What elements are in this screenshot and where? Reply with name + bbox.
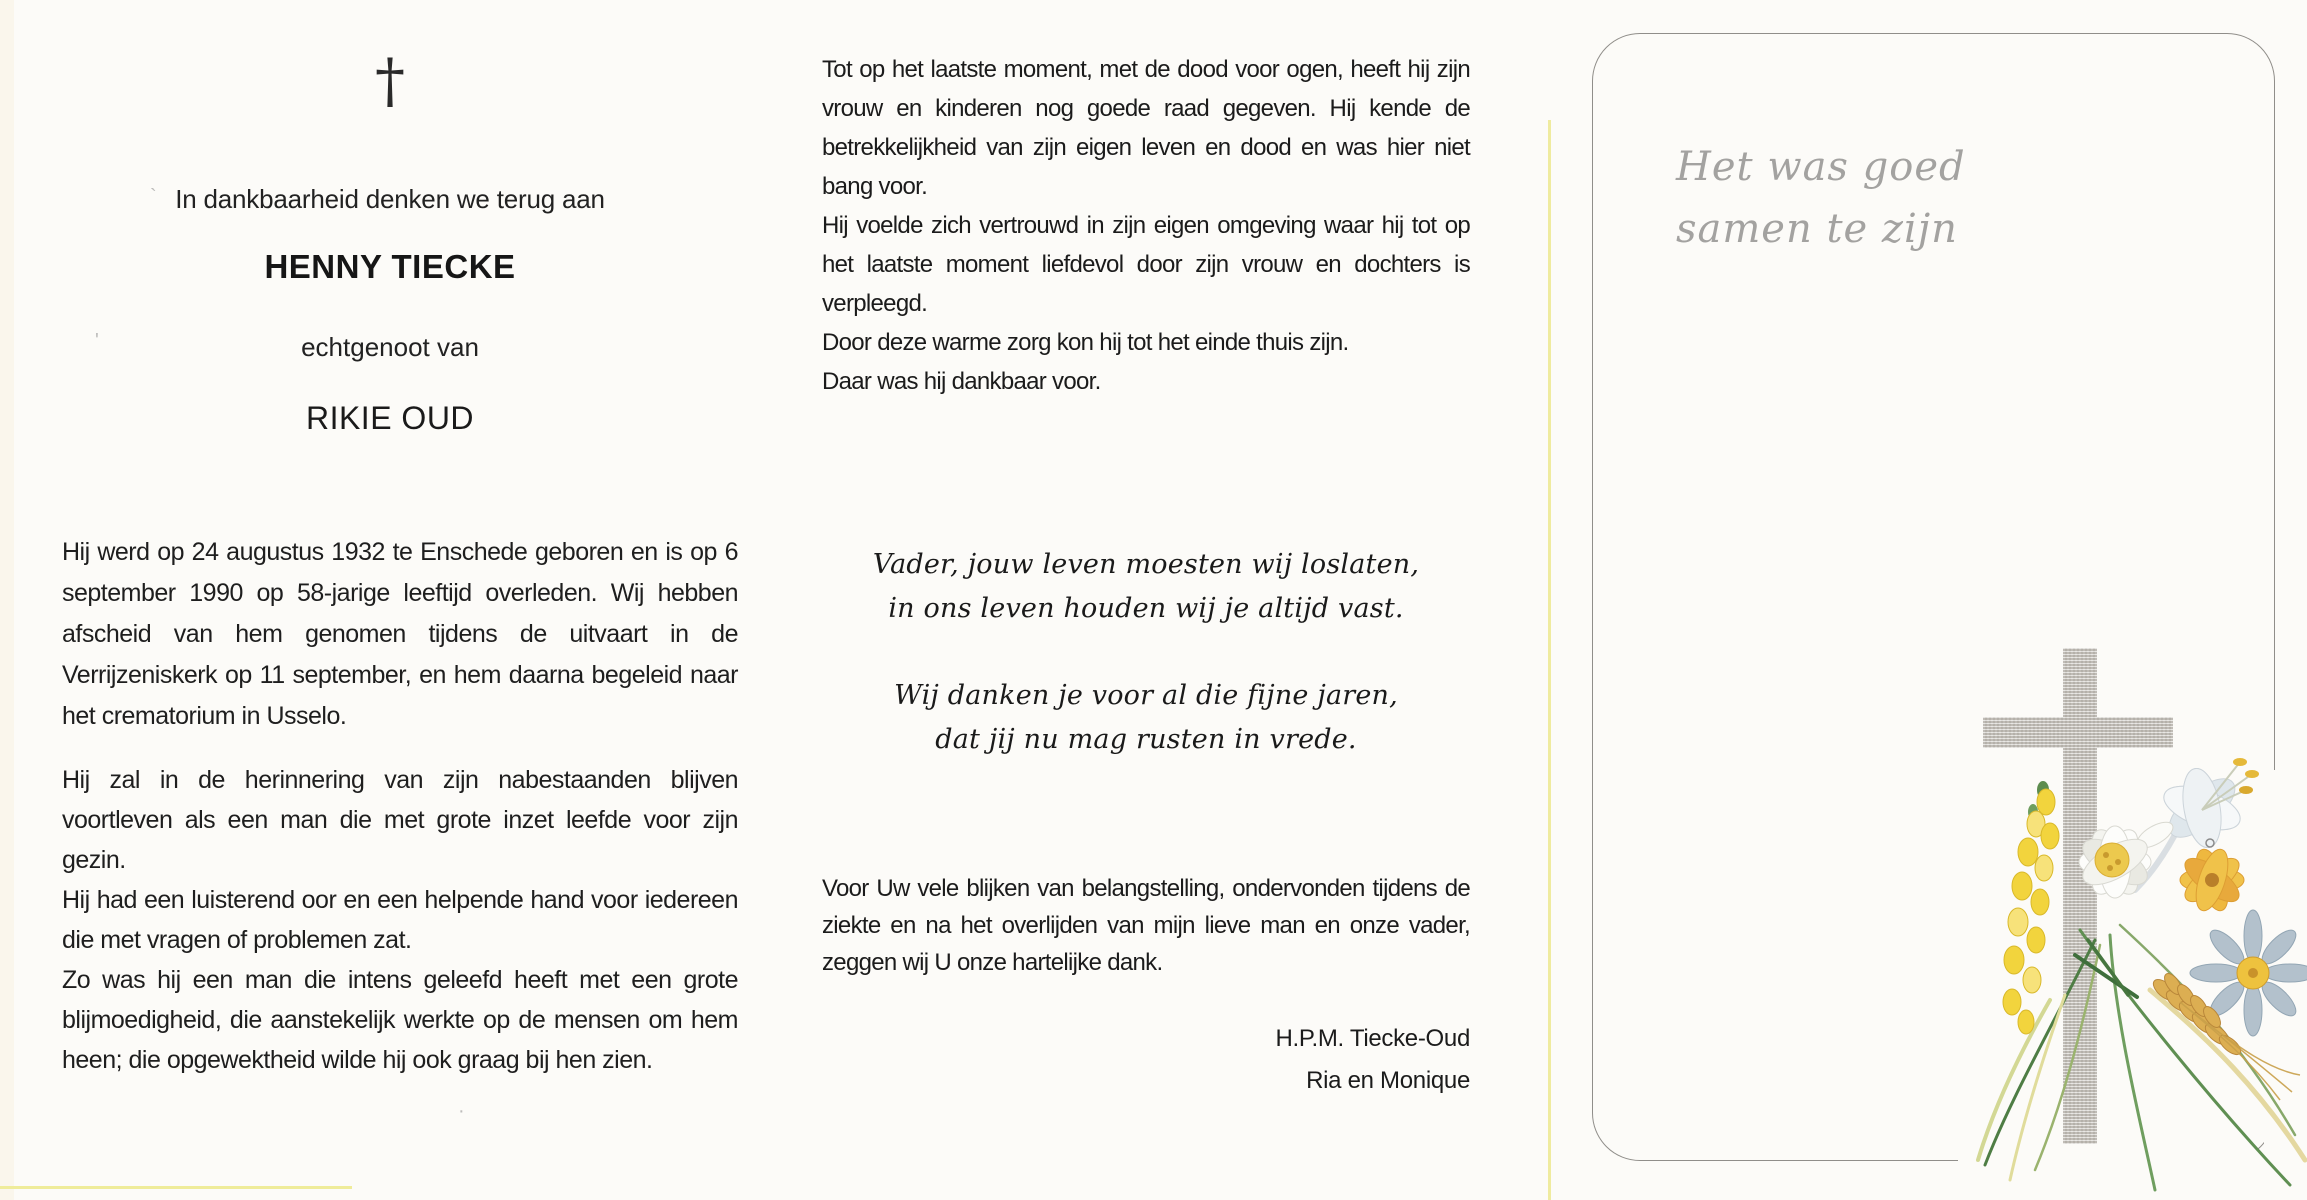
deceased-name: HENNY TIECKE	[264, 248, 516, 285]
cover-title	[1676, 136, 2096, 260]
verse-line: in ons leven houden wij je altijd vast.	[888, 593, 1404, 624]
dagger-cross-icon: †	[375, 46, 405, 116]
paragraph: Zo was hij een man die intens geleefd heeft met een grote blijmoedigheid, die aanstekelijk werkte op de mensen om hem heen; die opgewektheid wilde hij ook graag bij hen zien.	[62, 966, 738, 1074]
intro-line: In dankbaarheid denken we terug aan	[175, 184, 605, 214]
paragraph: Hij zal in de herinnering van zijn nabestaanden blijven voortleven als een man die met grote inzet leefde voor zijn gezin.	[62, 766, 738, 874]
scan-bottom-streak	[0, 1186, 352, 1189]
paragraph: Tot op het laatste moment, met de dood voor ogen, heeft hij zijn vrouw en kinderen nog goede raad gegeven. Hij kende de betrekkelijkheid van zijn eigen leven en dood en was hier niet bang voor.	[822, 56, 1470, 200]
signature-line: H.P.M. Tiecke-Oud	[1275, 1025, 1470, 1052]
cover-title-line: Het was goed	[1676, 144, 1966, 190]
scan-speckle: ·	[458, 1100, 465, 1122]
flower-bouquet-illustration	[1850, 740, 2307, 1200]
yellow-lupine	[2003, 781, 2059, 1034]
spouse-name: RIKIE OUD	[305, 400, 475, 436]
memorial-verse-stanza-1	[822, 543, 1470, 631]
verse-line: Vader, jouw leven moesten wij loslaten,	[872, 549, 1420, 580]
paragraph: Door deze warme zorg kon hij tot het einde thuis zijn.	[822, 329, 1349, 356]
acknowledgement-paragraph	[822, 870, 1470, 981]
remembrance-paragraphs	[62, 760, 738, 1080]
page-fold-line	[1548, 120, 1551, 1200]
scan-speckle: '	[95, 330, 99, 352]
paragraph: Hij werd op 24 augustus 1932 te Enschede geboren en is op 6 september 1990 op 58-jarige leeftijd overleden. Wij hebben afscheid van hem genomen tijdens de uitvaart in de Verrijzeniskerk op 11 september, en hem daarna begeleid naar het crematorium in Usselo.	[62, 538, 738, 730]
scan-speckle: `	[150, 186, 157, 208]
signatures	[822, 1018, 1470, 1102]
verse-line: dat jij nu mag rusten in vrede.	[935, 724, 1357, 755]
relation-line: echtgenoot van	[301, 332, 479, 362]
cover-title-line: samen te zijn	[1676, 206, 1958, 252]
paragraph: Hij voelde zich vertrouwd in zijn eigen omgeving waar hij tot op het laatste moment liefdevol door zijn vrouw en dochters is verpleegd.	[822, 212, 1470, 317]
white-lily-top	[2133, 758, 2259, 853]
paragraph: Daar was hij dankbaar voor.	[822, 368, 1101, 395]
memorial-verse-stanza-2	[822, 674, 1470, 762]
orange-lily	[2178, 846, 2245, 915]
verse-line: Wij danken je voor al die fijne jaren,	[894, 680, 1398, 711]
final-days-paragraphs	[822, 50, 1470, 401]
life-summary-paragraph	[62, 532, 738, 737]
scan-left-edge-tint	[0, 0, 14, 1200]
signature-line: Ria en Monique	[1306, 1067, 1470, 1094]
paragraph: Voor Uw vele blijken van belangstelling, ondervonden tijdens de ziekte en na het overlijden van mijn lieve man en onze vader, zeggen wij U onze hartelijke dank.	[822, 875, 1470, 976]
paragraph: Hij had een luisterend oor en een helpende hand voor iedereen die met vragen of problemen zat.	[62, 886, 738, 954]
